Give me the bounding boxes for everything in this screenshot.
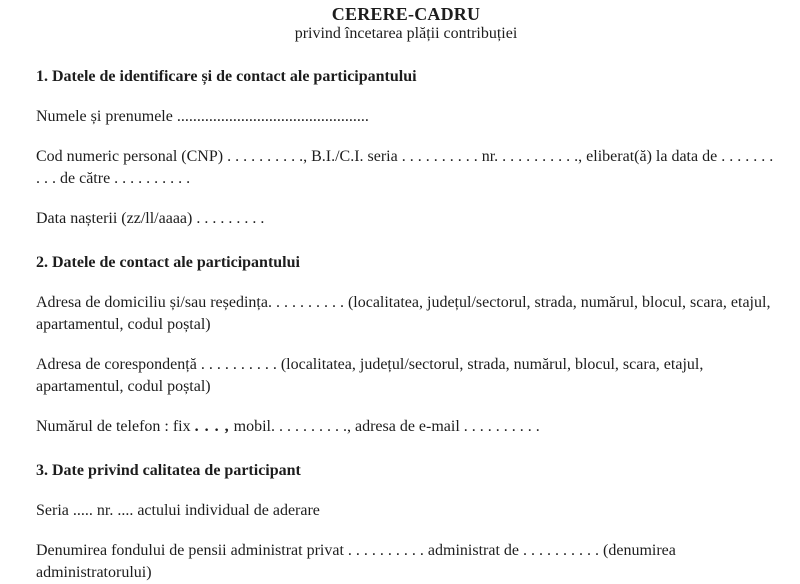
field-mailing-address-line: Adresa de corespondență . . . . . . . . . . (localitatea, județul/sectorul, strada, numărul, blocul, scara, etajul, apartamentul, codul poștal): [36, 356, 704, 395]
field-cnp-identity-line: Cod numeric personal (CNP) . . . . . . . . . ., B.I./C.I. seria . . . . . . . . . . nr. . . . . . . . . . ., eliberat(ă) la data de . . . . . . . . . . de către . . . . . . . . . .: [36, 148, 774, 187]
section-3-heading: 3. Date privind calitatea de participant: [36, 462, 301, 479]
field-pension-fund-line: Denumirea fondului de pensii administrat privat . . . . . . . . . . administrat de . . . . . . . . . . (denumirea administratorului): [36, 542, 676, 581]
phone-fix-dots: . . . ,: [194, 418, 230, 435]
section-1-heading: 1. Datele de identificare și de contact ale participantului: [36, 68, 417, 85]
field-birth-date-line: Data nașterii (zz/ll/aaaa) . . . . . . . . .: [36, 210, 265, 227]
field-phone-email-line: [36, 416, 776, 438]
field-adhesion-act-line: Seria ..... nr. .... actului individual de aderare: [36, 502, 320, 519]
field-home-address-line: Adresa de domiciliu și/sau reședința. . . . . . . . . . (localitatea, județul/sectorul, strada, numărul, blocul, scara, etajul, apartamentul, codul poștal): [36, 294, 771, 333]
section-2-heading: 2. Datele de contact ale participantului: [36, 254, 300, 271]
document-title: CERERE-CADRU: [331, 4, 481, 24]
phone-label-text: Numărul de telefon : fix: [36, 418, 195, 435]
field-name-surname-line: Numele și prenumele ................................................: [36, 108, 369, 125]
document-subtitle: privind încetarea plății contribuției: [294, 25, 518, 42]
phone-mobile-email-text: mobil. . . . . . . . . ., adresa de e-mail . . . . . . . . . .: [229, 418, 540, 435]
